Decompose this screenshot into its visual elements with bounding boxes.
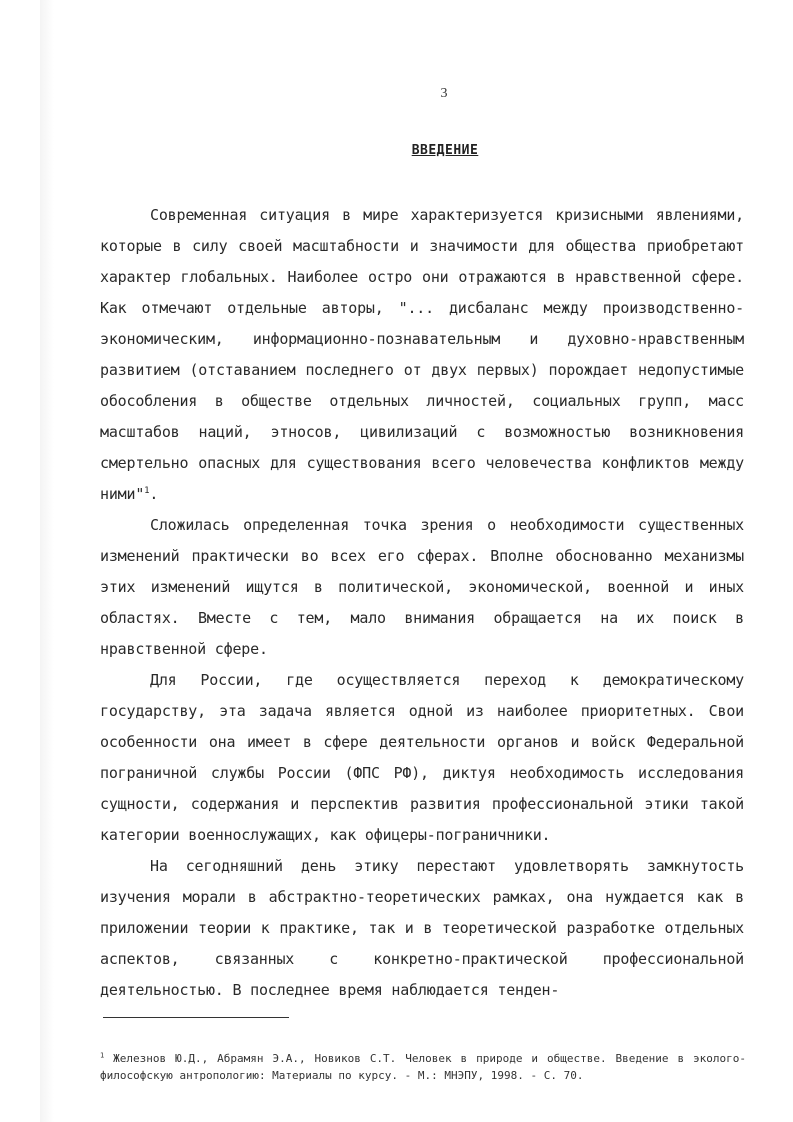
paragraph: Для России, где осуществляется переход к демократическому государству, эта задача является одной из наиболее приоритетных. Свои особенности она имеет в сфере деятельности органов и войск Федеральной пограничной службы России (ФПС РФ), диктуя необходимость исследования сущности, содержания и перспектив развития профессиональной этики такой категории военнослужащих, как офицеры-пограничники. [100, 671, 744, 844]
section-heading: ВВЕДЕНИЕ [411, 143, 479, 158]
paragraph [100, 200, 744, 510]
body-text [100, 200, 744, 1006]
paragraph: Сложилась определенная точка зрения о необходимости существенных изменений практически во всех его сферах. Вполне обоснованно механизмы этих изменений ищутся в политической, экономической, военной и иных областях. Вместе с тем, мало внимания обращается на их поиск в нравственной сфере. [100, 516, 744, 658]
paragraph-text-end: . [149, 485, 159, 503]
scan-edge-shadow [40, 0, 54, 1122]
paragraph-text: Современная ситуация в мире характеризуется кризисными явлениями, которые в силу своей масштабности и значимости для общества приобретают характер глобальных. Наиболее остро они отражаются в нравственной сфере. Как отмечают отдельные авторы, "... дисбаланс между производственно-экономическим, информационно-познавательным и духовно-нравственным развитием (отставанием последнего от двух первых) порождает недопустимые обособления в обществе отдельных личностей, социальных групп, масс масштабов наций, этносов, цивилизаций с возможностью возникновения смертельно опасных для существования всего человечества конфликтов между ними" [100, 206, 744, 503]
footnote-divider [103, 1017, 289, 1018]
footnote-reference: 1 [144, 486, 150, 496]
footnote [100, 1050, 746, 1084]
footnote-marker: 1 [100, 1051, 105, 1060]
paragraph: На сегодняшний день этику перестают удовлетворять замкнутость изучения морали в абстрактно-теоретических рамках, она нуждается как в приложении теории к практике, так и в теоретической разработке отдельных аспектов, связанных с конкретно-практической профессиональной деятельностью. В последнее время наблюдается тенден- [100, 857, 744, 999]
footnote-text: Железнов Ю.Д., Абрамян Э.А., Новиков С.Т. Человек в природе и обществе. Введение в эколого-философскую антропологию: Материалы по курсу. - М.: МНЭПУ, 1998. - С. 70. [100, 1052, 747, 1082]
page-number: 3 [440, 86, 448, 101]
